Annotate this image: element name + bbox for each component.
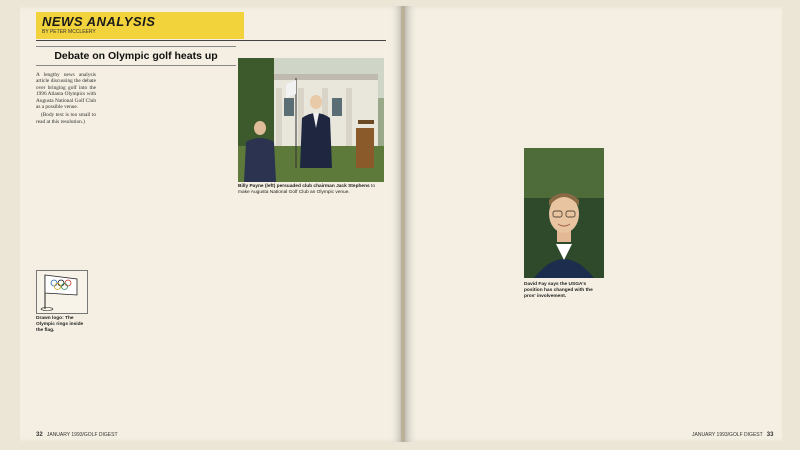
right-column-1 bbox=[412, 14, 516, 424]
header-rule bbox=[36, 40, 386, 41]
byline: BY PETER MCCLEERY bbox=[42, 29, 96, 35]
right-folio bbox=[692, 432, 773, 438]
portrait-caption bbox=[524, 282, 604, 300]
left-column-1 bbox=[36, 72, 96, 270]
left-footer-label: JANUARY 1993/GOLF DIGEST bbox=[46, 432, 118, 438]
article-headline: Debate on Olympic golf heats up bbox=[36, 46, 236, 66]
left-column-4 bbox=[314, 200, 386, 424]
right-column-2-upper bbox=[522, 14, 602, 146]
portrait-photo bbox=[524, 148, 604, 278]
logo-caption bbox=[36, 316, 88, 334]
paragraph: A lengthy news analysis article discussing the debate over bringing golf into the 1996 Atlanta Olympics with Augusta National Golf Club as a possible venue. bbox=[36, 72, 96, 111]
right-page-number: 33 bbox=[766, 432, 774, 438]
paragraph: (Body text is too small to read at this resolution.) bbox=[36, 112, 96, 125]
right-column-2-lower bbox=[522, 300, 602, 424]
section-title: NEWS ANALYSIS bbox=[42, 14, 156, 29]
olympic-flag-logo bbox=[36, 270, 88, 314]
left-page-number: 32 bbox=[36, 432, 43, 438]
left-column-1-lower bbox=[90, 272, 146, 424]
clubhouse-photo bbox=[238, 58, 384, 182]
main-photo-caption bbox=[238, 184, 384, 196]
page-gutter bbox=[401, 6, 405, 442]
main-photo bbox=[238, 58, 384, 182]
man-portrait bbox=[524, 148, 604, 278]
right-column-3 bbox=[610, 14, 766, 424]
left-folio bbox=[36, 432, 118, 438]
section-banner bbox=[36, 12, 244, 39]
left-column-3 bbox=[238, 200, 310, 424]
main-caption-bold: Billy Payne (left) persuaded club chairman Jack Stephens bbox=[238, 184, 370, 189]
logo-caption-text: Drawn logo: The Olympic rings inside the flag. bbox=[36, 316, 84, 333]
flag-rings-icon bbox=[37, 271, 87, 313]
left-column-2 bbox=[151, 72, 233, 424]
main-caption-rest: to make Augusta National Golf Club an Olympic venue. bbox=[238, 184, 376, 195]
portrait-caption-text: David Fay says the USGA's position has changed with the pros' involvement. bbox=[524, 282, 593, 299]
right-footer-label: JANUARY 1993/GOLF DIGEST bbox=[692, 432, 763, 438]
